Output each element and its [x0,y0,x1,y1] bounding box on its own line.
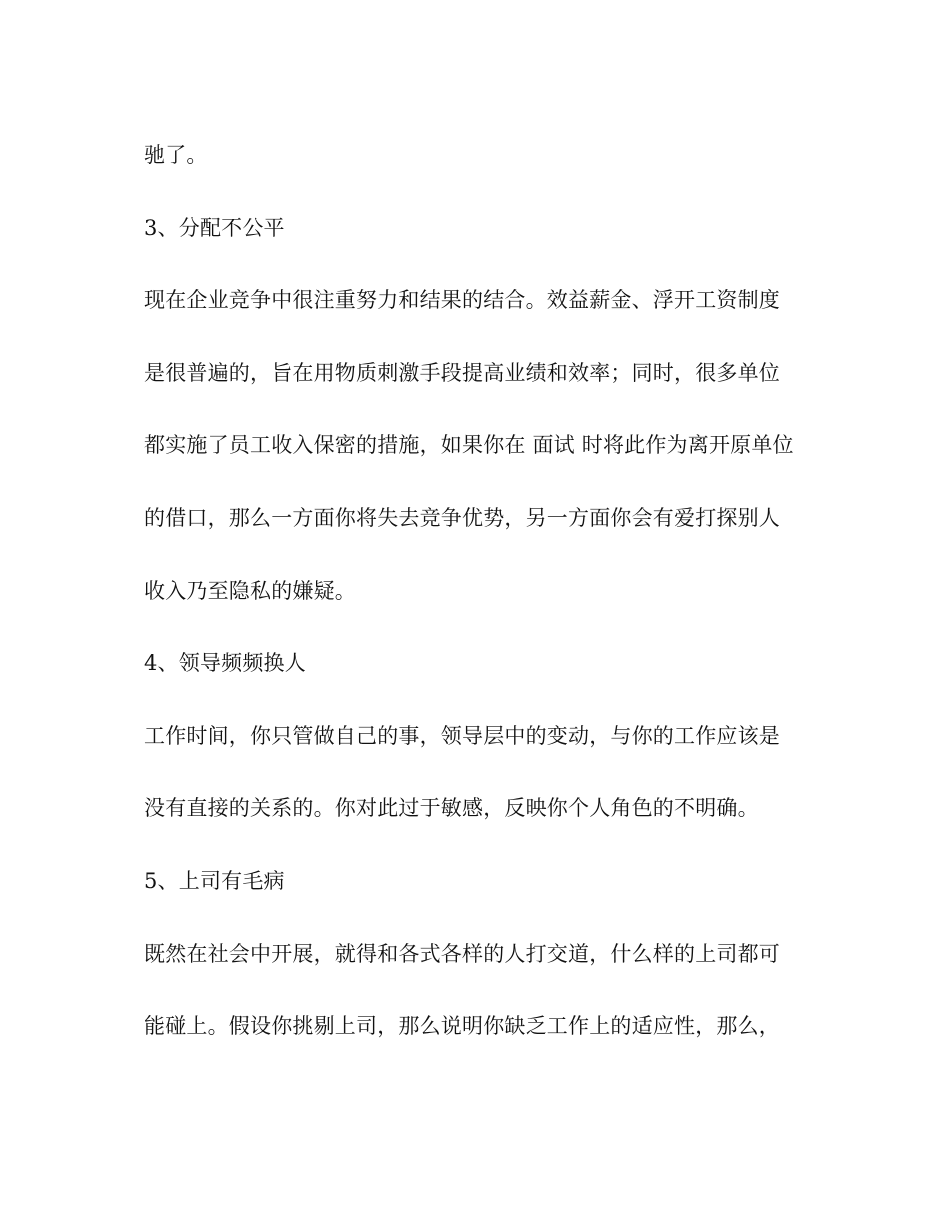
paragraph-continuation: 驰了。 [144,143,208,167]
paragraph-line: 工作时间，你只管做自己的事，领导层中的变动，与你的工作应该是 [144,723,780,748]
paragraph-line: 收入乃至隐私的嫌疑。 [144,578,356,603]
paragraph-line: 现在企业竞争中很注重努力和结果的结合。效益薪金、浮开工资制度 [144,288,780,313]
paragraph-line: 既然在社会中开展，就得和各式各样的人打交道，什么样的上司都可 [144,941,780,966]
paragraph-line: 的借口，那么一方面你将失去竞争优势，另一方面你会有爱打探别人 [144,505,780,530]
section-heading-leader-changes: 4、领导频频换人 [144,651,306,676]
paragraph-line: 能碰上。假设你挑剔上司，那么说明你缺乏工作上的适应性，那么， [144,1014,780,1039]
paragraph-line: 没有直接的关系的。你对此过于敏感，反映你个人角色的不明确。 [144,796,759,821]
section-heading-unfair-distribution: 3、分配不公平 [144,215,285,240]
paragraph-line: 都实施了员工收入保密的措施，如果你在 面试 时将此作为离开原单位 [144,433,794,458]
paragraph-line: 是很普遍的，旨在用物质刺激手段提高业绩和效率；同时，很多单位 [144,360,780,385]
section-heading-boss-problems: 5、上司有毛病 [144,868,285,893]
document-body [144,137,824,1081]
